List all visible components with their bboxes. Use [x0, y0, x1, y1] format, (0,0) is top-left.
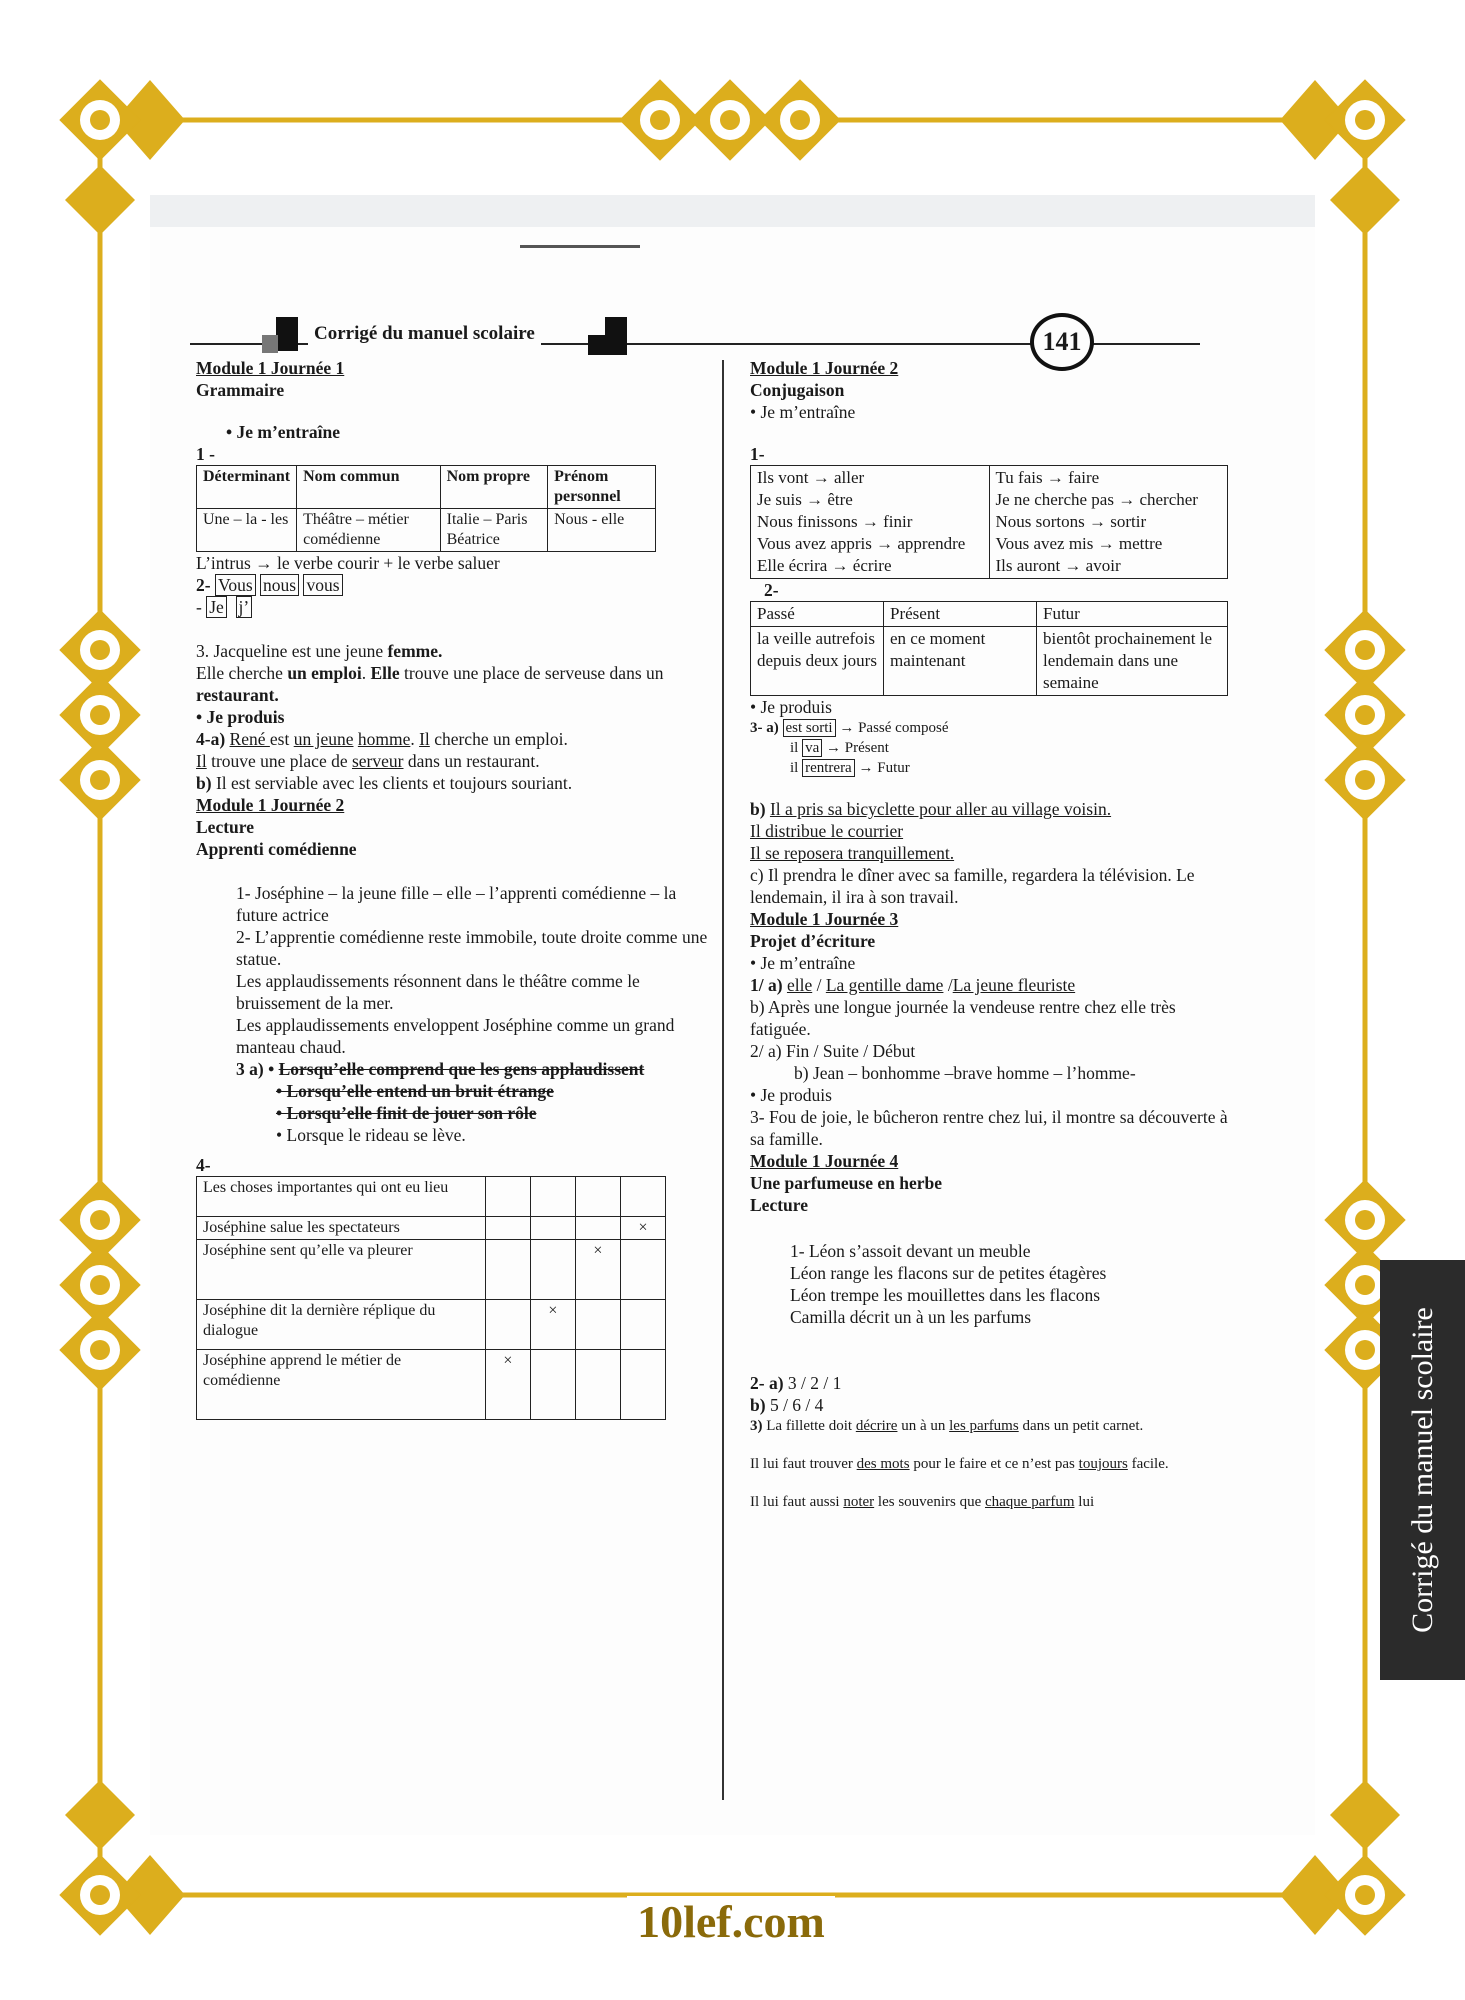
- answer-text: [236, 1058, 716, 1080]
- struck-text: Lorsqu’elle comprend que les gens applaudissent: [278, 1059, 645, 1079]
- grammar-table: [196, 465, 656, 552]
- boxed-word: nous: [260, 574, 299, 596]
- answer-text: 3- Fou de joie, le bûcheron rentre chez lui, il montre sa découverte à sa famille.: [750, 1107, 1228, 1149]
- check-cell: [530, 1240, 575, 1300]
- conjugation-item: Je suis → être: [757, 490, 853, 509]
- side-label-text: Corrigé du manuel scolaire: [1405, 1307, 1439, 1633]
- label: 3): [750, 1418, 767, 1434]
- underlined-word: décrire: [855, 1418, 898, 1434]
- underlined-word: Il: [196, 751, 207, 771]
- table-header: Nom propre: [440, 466, 547, 509]
- underlined-word: noter: [843, 1494, 875, 1510]
- table-cell: bientôt prochainement le lendemain dans une semaine: [1037, 627, 1228, 696]
- table-header: Déterminant: [197, 466, 297, 509]
- boxed-word: Je: [206, 596, 227, 618]
- label: b): [750, 1395, 770, 1415]
- check-mark: ×: [620, 1217, 665, 1240]
- conjugation-item: Ils vont → aller: [757, 468, 865, 487]
- underlined-word: La jeune fleuriste: [952, 975, 1076, 995]
- check-cell: [530, 1350, 575, 1420]
- header-block-left-small: [262, 335, 278, 353]
- check-cell: [620, 1240, 665, 1300]
- scan-top-rule: [520, 245, 640, 248]
- check-cell: [620, 1177, 665, 1217]
- exercise-heading: • Je m’entraîne: [750, 402, 856, 422]
- text: 5 / 6 / 4: [769, 1395, 824, 1415]
- module-heading: Module 1 Journée 1: [196, 358, 345, 378]
- left-column: [196, 357, 716, 1420]
- text: lui: [1074, 1494, 1095, 1510]
- conjugation-cell-right: [989, 466, 1228, 579]
- text: trouve une place de serveuse dans un: [399, 663, 664, 683]
- header-block-right: [605, 317, 627, 355]
- check-cell: [575, 1217, 620, 1240]
- answer-text: • Lorsque le rideau se lève.: [276, 1125, 466, 1145]
- exercise-heading: • Je produis: [750, 697, 832, 717]
- text: pour le faire et ce n’est pas: [909, 1456, 1079, 1472]
- answer-line: [750, 738, 1230, 758]
- underlined-word: La gentille dame: [825, 975, 944, 995]
- conjugation-item: Nous finissons → finir: [757, 512, 913, 531]
- bold-word: femme.: [387, 641, 443, 661]
- answer-paragraph: [750, 1416, 1230, 1436]
- conjugation-item: Vous avez mis → mettre: [995, 534, 1163, 553]
- right-column: [750, 357, 1230, 1512]
- label: b): [196, 773, 212, 793]
- check-cell: [530, 1217, 575, 1240]
- check-cell: [620, 1350, 665, 1420]
- header-block-right-small: [588, 335, 606, 355]
- section-heading: Lecture: [196, 817, 254, 837]
- table-cell: Une – la - les: [197, 509, 297, 552]
- check-cell: [485, 1300, 530, 1350]
- boxed-word: va: [802, 739, 822, 757]
- answer-text: c) Il prendra le dîner avec sa famille, regardera la télévision. Le lendemain, il ira à son travail.: [750, 865, 1195, 907]
- exercise-heading: • Je m’entraîne: [750, 953, 856, 973]
- time-table: [750, 601, 1228, 696]
- events-table: [196, 1176, 666, 1420]
- text: les souvenirs que: [874, 1494, 985, 1510]
- check-mark: ×: [575, 1240, 620, 1300]
- footer-watermark: [0, 1895, 1462, 1948]
- module-heading: Module 1 Journée 2: [196, 795, 345, 815]
- module-heading: Module 1 Journée 3: [750, 909, 899, 929]
- label: 4-a): [196, 729, 230, 749]
- table-cell: Italie – Paris Béatrice: [440, 509, 547, 552]
- side-label: [1380, 1260, 1465, 1680]
- text: cherche un emploi.: [429, 729, 568, 749]
- section-heading: Lecture: [750, 1195, 808, 1215]
- table-header: Futur: [1037, 602, 1228, 627]
- boxed-word: vous: [303, 574, 342, 596]
- conjugation-table: [750, 465, 1228, 579]
- text: est: [269, 729, 294, 749]
- label: 1/ a): [750, 975, 787, 995]
- conjugation-item: Elle écrira → écrire: [757, 556, 892, 575]
- underlined-word: un jeune: [293, 729, 354, 749]
- answer-paragraph: [196, 640, 716, 706]
- table-cell: Joséphine apprend le métier de comédienne: [197, 1350, 486, 1420]
- answer-text: L’intrus → le verbe courir + le verbe saluer: [196, 553, 500, 573]
- section-heading: Conjugaison: [750, 380, 845, 400]
- answer-text: 2/ a) Fin / Suite / Début: [750, 1041, 916, 1061]
- text: → Passé composé: [835, 720, 949, 736]
- label: 2- a): [750, 1373, 788, 1393]
- section-heading: Projet d’écriture: [750, 931, 876, 951]
- table-cell: la veille autrefois depuis deux jours: [751, 627, 884, 696]
- answer-line: [750, 1372, 1230, 1394]
- answer-paragraph: [750, 1454, 1230, 1474]
- module-heading: Module 1 Journée 4: [750, 1151, 899, 1171]
- underlined-word: René: [229, 729, 270, 749]
- answer-text: Les applaudissements enveloppent Joséphine comme un grand manteau chaud.: [236, 1015, 675, 1057]
- answer-text: Léon trempe les mouillettes dans les flacons: [790, 1285, 1101, 1305]
- bold-word: restaurant.: [196, 685, 279, 705]
- label: b): [750, 799, 770, 819]
- underlined-word: homme: [357, 729, 411, 749]
- conjugation-item: Nous sortons → sortir: [995, 512, 1147, 531]
- check-cell: [485, 1217, 530, 1240]
- answer-text: b) Jean – bonhomme –brave homme – l’homme-: [794, 1063, 1136, 1083]
- header-block-left: [276, 317, 298, 351]
- underlined-text: Il a pris sa bicyclette pour aller au village voisin.: [769, 799, 1112, 819]
- table-cell: Joséphine sent qu’elle va pleurer: [197, 1240, 486, 1300]
- text: Il est serviable avec les clients et toujours souriant.: [211, 773, 573, 793]
- question-number: 1-: [750, 444, 765, 464]
- exercise-heading: • Je produis: [750, 1085, 832, 1105]
- table-cell: en ce moment maintenant: [884, 627, 1037, 696]
- conjugation-item: Tu fais → faire: [995, 468, 1100, 487]
- answer-text: Les applaudissements résonnent dans le théâtre comme le bruissement de la mer.: [236, 971, 640, 1013]
- table-header: Nom commun: [297, 466, 441, 509]
- answer-text: b) Après une longue journée la vendeuse rentre chez elle très fatiguée.: [750, 997, 1176, 1039]
- check-cell: [575, 1177, 620, 1217]
- check-cell: [575, 1350, 620, 1420]
- text: /: [812, 975, 826, 995]
- table-header: Prénom personnel: [548, 466, 656, 509]
- text-title: Apprenti comédienne: [196, 839, 357, 859]
- underlined-word: toujours: [1078, 1456, 1128, 1472]
- site-name: 10lef.com: [627, 1896, 835, 1947]
- text: Il lui faut aussi: [750, 1494, 844, 1510]
- text: il: [790, 740, 803, 756]
- check-cell: [485, 1240, 530, 1300]
- struck-text: • Lorsqu’elle entend un bruit étrange: [276, 1081, 554, 1101]
- underlined-word: elle: [786, 975, 813, 995]
- table-cell: Joséphine dit la dernière réplique du dialogue: [197, 1300, 486, 1350]
- text: trouve une place de: [206, 751, 352, 771]
- answer-line: [750, 974, 1230, 996]
- underlined-word: Il: [419, 729, 430, 749]
- check-cell: [620, 1300, 665, 1350]
- text: → Futur: [854, 760, 910, 776]
- answer-line: [750, 798, 1230, 820]
- exercise-heading: • Je produis: [196, 707, 285, 727]
- answer-paragraph: [196, 772, 716, 794]
- answer-text: 2- L’apprentie comédienne reste immobile, toute droite comme une statue.: [236, 927, 708, 969]
- text: .: [410, 729, 420, 749]
- scanned-page: [150, 195, 1439, 1835]
- boxed-word: Vous: [215, 574, 256, 596]
- underlined-text: Il distribue le courrier: [750, 821, 904, 841]
- answer-boxes: - Je j’: [196, 596, 716, 618]
- text: dans un petit carnet.: [1018, 1418, 1144, 1434]
- table-cell: Théâtre – métier comédienne: [297, 509, 441, 552]
- underlined-text: Il se reposera tranquillement.: [750, 843, 955, 863]
- bold-word: Elle: [370, 663, 400, 683]
- check-mark: ×: [485, 1350, 530, 1420]
- text: 3 / 2 / 1: [787, 1373, 842, 1393]
- text: Il lui faut trouver: [750, 1456, 857, 1472]
- text: 3. Jacqueline est une jeune: [196, 641, 388, 661]
- table-header: Présent: [884, 602, 1037, 627]
- conjugation-item: Vous avez appris → apprendre: [757, 534, 966, 553]
- check-cell: [575, 1300, 620, 1350]
- text-title: Une parfumeuse en herbe: [750, 1173, 942, 1193]
- text: /: [943, 975, 953, 995]
- text: La fillette doit: [766, 1418, 856, 1434]
- table-cell: Joséphine salue les spectateurs: [197, 1217, 486, 1240]
- question-number: 2-: [764, 580, 779, 600]
- check-cell: [485, 1177, 530, 1217]
- answer-boxes: [196, 574, 716, 596]
- text: il: [790, 760, 803, 776]
- struck-text: • Lorsqu’elle finit de jouer son rôle: [276, 1103, 537, 1123]
- text: → Présent: [822, 740, 889, 756]
- answer-text: 1- Léon s’assoit devant un meuble: [790, 1241, 1031, 1261]
- section-heading: Grammaire: [196, 380, 285, 400]
- answer-text: Camilla décrit un à un les parfums: [790, 1307, 1032, 1327]
- answer-line: [750, 758, 1230, 778]
- module-heading: Module 1 Journée 2: [750, 358, 899, 378]
- text: .: [361, 663, 371, 683]
- conjugation-cell-left: [751, 466, 990, 579]
- label: 3 a) •: [236, 1059, 279, 1079]
- boxed-word: j’: [236, 596, 253, 618]
- answer-text: Léon range les flacons sur de petites étagères: [790, 1263, 1107, 1283]
- label: 3- a): [750, 720, 783, 736]
- underlined-word: chaque parfum: [984, 1494, 1075, 1510]
- page-number: 141: [1030, 313, 1094, 371]
- column-divider: [722, 360, 724, 1800]
- question-number: 1 -: [196, 444, 215, 464]
- underlined-word: les parfums: [949, 1418, 1019, 1434]
- underlined-word: serveur: [351, 751, 404, 771]
- check-cell: [530, 1177, 575, 1217]
- boxed-word: est sorti: [783, 719, 836, 737]
- boxed-word: rentrera: [802, 759, 855, 777]
- answer-line: [750, 718, 1230, 738]
- text: dans un restaurant.: [403, 751, 540, 771]
- question-number: 4-: [196, 1155, 211, 1175]
- text: un à un: [897, 1418, 950, 1434]
- header-title: Corrigé du manuel scolaire: [308, 323, 541, 345]
- table-cell: Les choses importantes qui ont eu lieu: [197, 1177, 486, 1217]
- underlined-word: des mots: [856, 1456, 910, 1472]
- answer-paragraph: [750, 1492, 1230, 1512]
- text: facile.: [1127, 1456, 1169, 1472]
- question-number: 2-: [196, 575, 211, 595]
- reading-answers: [750, 1240, 1230, 1328]
- reading-answers: [196, 882, 716, 1146]
- text: Elle cherche: [196, 663, 288, 683]
- answer-line: [750, 1394, 1230, 1416]
- answer-text: 1- Joséphine – la jeune fille – elle – l’apprenti comédienne – la future actrice: [236, 883, 677, 925]
- table-cell: Nous - elle: [548, 509, 656, 552]
- answer-paragraph: [196, 728, 716, 772]
- conjugation-item: Je ne cherche pas → chercher: [995, 490, 1198, 509]
- conjugation-item: Ils auront → avoir: [995, 556, 1121, 575]
- scan-top-band: [150, 195, 1315, 227]
- table-header: Passé: [751, 602, 884, 627]
- exercise-heading: • Je m’entraîne: [226, 422, 341, 442]
- check-mark: ×: [530, 1300, 575, 1350]
- bold-word: un emploi: [287, 663, 362, 683]
